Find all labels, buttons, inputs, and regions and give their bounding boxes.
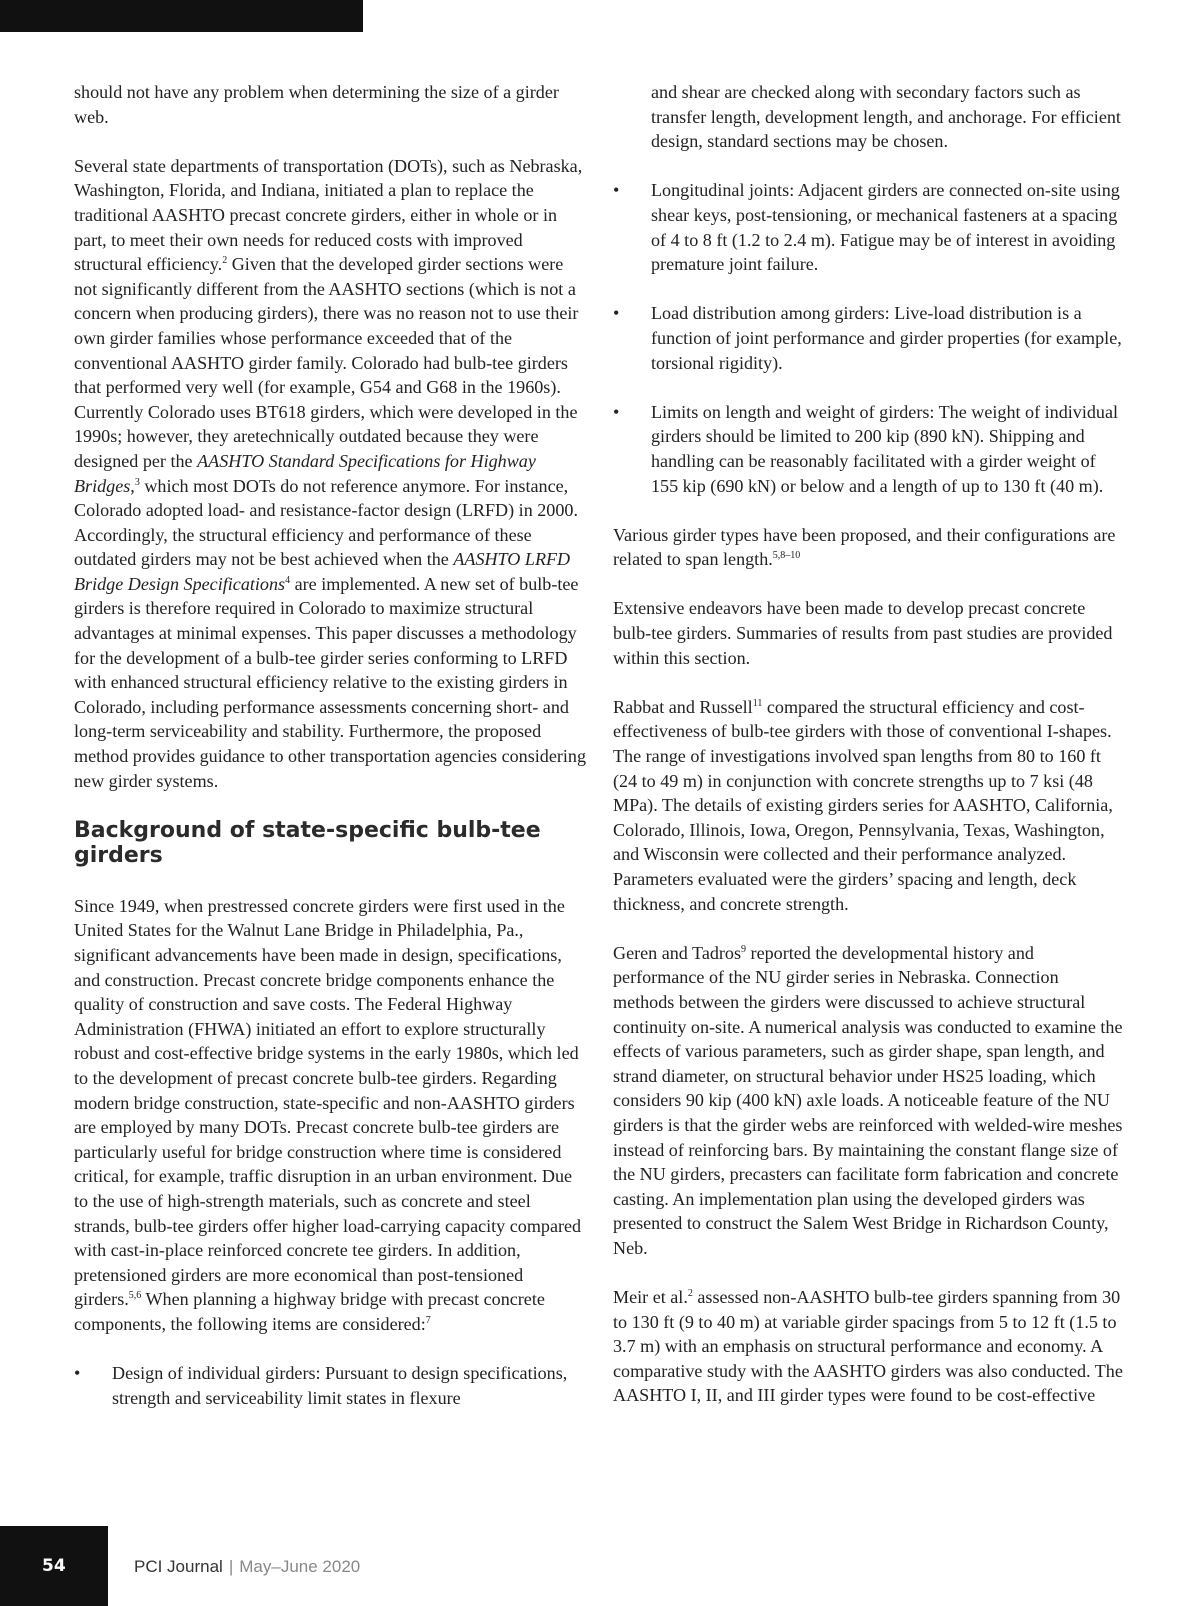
journal-name: PCI Journal [134, 1557, 223, 1576]
list-item: • Design of individual girders: Pursuant to design specifications, strength and serviceability limit states in flexure [74, 1363, 568, 1408]
list-item: • Longitudinal joints: Adjacent girders are connected on-site using shear keys, post-tensioning, or mechanical fasteners at a spacing of 4 to 8 ft (1.2 to 2.4 m). Fatigue may be of interest in avoiding premature joint failure. [613, 180, 1120, 275]
section-heading: Background of state-specific bulb-tee girders [74, 817, 541, 868]
paragraph: Geren and Tadros$^9$ reported the developmental history and performance of the NU girder series in Nebraska. Connection methods between the girders were discussed to achieve structural continuity on-site. A numerical analysis was conducted to examine the effects of various parameters, such as girder shape, span length, and strand diameter, on structural behavior under HS25 loading, which considers 90 kip (400 kN) axle loads. A noticeable feature of the NU girders is that the girder webs are reinforced with welded-wire meshes instead of reinforcing bars. By maintaining the constant flange size of the NU girders, precasters can facilitate form fabrication and concrete casting. An implementation plan using the developed girders was presented to construct the Salem West Bridge in Richardson County, Neb. [613, 942, 1123, 1258]
italic-title: AASHTO Standard Specifications for Highway Bridges [74, 450, 536, 496]
header-bar [0, 0, 363, 32]
citation[interactable]: 2 [687, 1288, 693, 1300]
issue-date: May–June 2020 [239, 1557, 361, 1576]
list-item: • Limits on length and weight of girders: The weight of individual girders should be limited to 200 kip (890 kN). Shipping and handling can be reasonably facilitated with a girder weight of 155 kip (690 kN) or below and a length of up to 130 ft (40 m). [613, 401, 1119, 496]
citation[interactable]: 7 [425, 1314, 431, 1326]
citation[interactable]: 11 [752, 697, 763, 709]
citation[interactable]: 4 [285, 574, 291, 586]
paragraph: Meir et al.$^2$ assessed non-AASHTO bulb-tee girders spanning from 30 to 130 ft (9 to 40 m) at variable girder spacings from 5 to 12 ft (1.5 to 3.7 m) with an emphasis on structural performance and economy. A comparative study with the AASHTO girders was also conducted. The AASHTO I, II, and III girder types were found to be cost-effective [613, 1287, 1123, 1406]
bullet-icon: • [613, 303, 620, 324]
paragraph: Since 1949, when prestressed concrete girders were first used in the United States for the Walnut Lane Bridge in Philadelphia, Pa., significant advancements have been made in design, specifications, and construction. Precast concrete bridge components enhance the quality of construction and save costs. The Federal Highway Administration (FHWA) initiated an effort to explore structurally robust and cost-effective bridge systems in the early 1980s, which led to the development of precast concrete bulb-tee girders. Regarding modern bridge construction, state-specific and non-AASHTO girders are employed by many DOTs. Precast concrete bulb-tee girders are particularly useful for bridge construction where time is considered critical, for example, traffic disruption in an urban environment. Due to the use of high-strength materials, such as concrete and steel strands, bulb-tee girders offer higher load-carrying capacity compared with cast-in-place reinforced concrete tee girders. In addition, pretensioned girders are more economical than post-tensioned girders.$^{5,6}$ When planning a highway bridge with precast concrete components, the following items are considered:$^7$ [74, 895, 582, 1334]
bullet-icon: • [613, 180, 620, 201]
citation[interactable]: 3 [134, 476, 140, 488]
left-column [74, 80, 586, 1435]
paragraph: Extensive endeavors have been made to develop precast concrete bulb-tee girders. Summaries of results from past studies are provided within this section. [613, 598, 1113, 668]
citation[interactable]: 2 [222, 255, 228, 267]
paragraph: Various girder types have been proposed, and their configurations are related to span length.$^{5,8-10}$ [613, 524, 1116, 570]
list-item: • Load distribution among girders: Live-load distribution is a function of joint performance and girder properties (for example, torsional rigidity). [613, 303, 1122, 373]
citation[interactable]: 9 [741, 943, 747, 955]
bullet-icon: • [74, 1363, 81, 1384]
list-item-continued: and shear are checked along with secondary factors such as transfer length, development length, and anchorage. For efficient design, standard sections may be chosen. [651, 82, 1121, 152]
citation[interactable]: 5,6 [128, 1290, 142, 1302]
paragraph: Several state departments of transportation (DOTs), such as Nebraska, Washington, Florida, and Indiana, initiated a plan to replace the traditional AASHTO precast concrete girders, either in whole or in part, to meet their own needs for reduced costs with improved structural efficiency.$^2$ Given that the developed girder sections were not significantly different from the AASHTO sections (which is not a concern when producing girders), there was no reason not to use their own girder families whose performance exceeded that of the conventional AASHTO girder family. Colorado had bulb-tee girders that performed very well (for example, G54 and G68 in the 1960s). Currently Colorado uses BT618 girders, which were developed in the 1990s; however, they aretechnically outdated because they were designed per the AASHTO Standard Specifications for Highway Bridges,$^3$ which most DOTs do not reference anymore. For instance, Colorado adopted load- and resistance-factor design (LRFD) in 2000. Accordingly, the structural efficiency and performance of these outdated girders may not be best achieved when the AASHTO LRFD Bridge Design Specifications$^4$ are implemented. A new set of bulb-tee girders is therefore required in Colorado to maximize structural advantages at minimal expenses. This paper discusses a methodology for the development of a bulb-tee girder series conforming to LRFD with enhanced structural efficiency relative to the existing girders in Colorado, including performance assessments concerning short- and long-term serviceability and stability. Furthermore, the proposed method provides guidance to other transportation agencies considering new girder systems. [74, 155, 587, 791]
footer-separator: | [228, 1557, 234, 1576]
right-column [613, 80, 1123, 1433]
citation[interactable]: 5,8–10 [772, 550, 801, 562]
footer-journal [134, 1557, 360, 1577]
paragraph: should not have any problem when determining the size of a girder web. [74, 82, 559, 127]
bullet-icon: • [613, 401, 620, 422]
paragraph: Rabbat and Russell$^{11}$ compared the structural efficiency and cost-effectiveness of bulb-tee girders with those of conventional I-shapes. The range of investigations involved span lengths from 80 to 160 ft (24 to 49 m) in conjunction with concrete strengths up to 7 ksi (48 MPa). The details of existing girders series for AASHTO, California, Colorado, Illinois, Iowa, Oregon, Pennsylvania, Texas, Washington, and Wisconsin were collected and their performance analyzed. Parameters evaluated were the girders’ spacing and length, deck thickness, and concrete strength. [613, 696, 1113, 914]
page-number: 54 [42, 1556, 66, 1576]
italic-title: AASHTO LRFD Bridge Design Specifications [74, 549, 571, 594]
